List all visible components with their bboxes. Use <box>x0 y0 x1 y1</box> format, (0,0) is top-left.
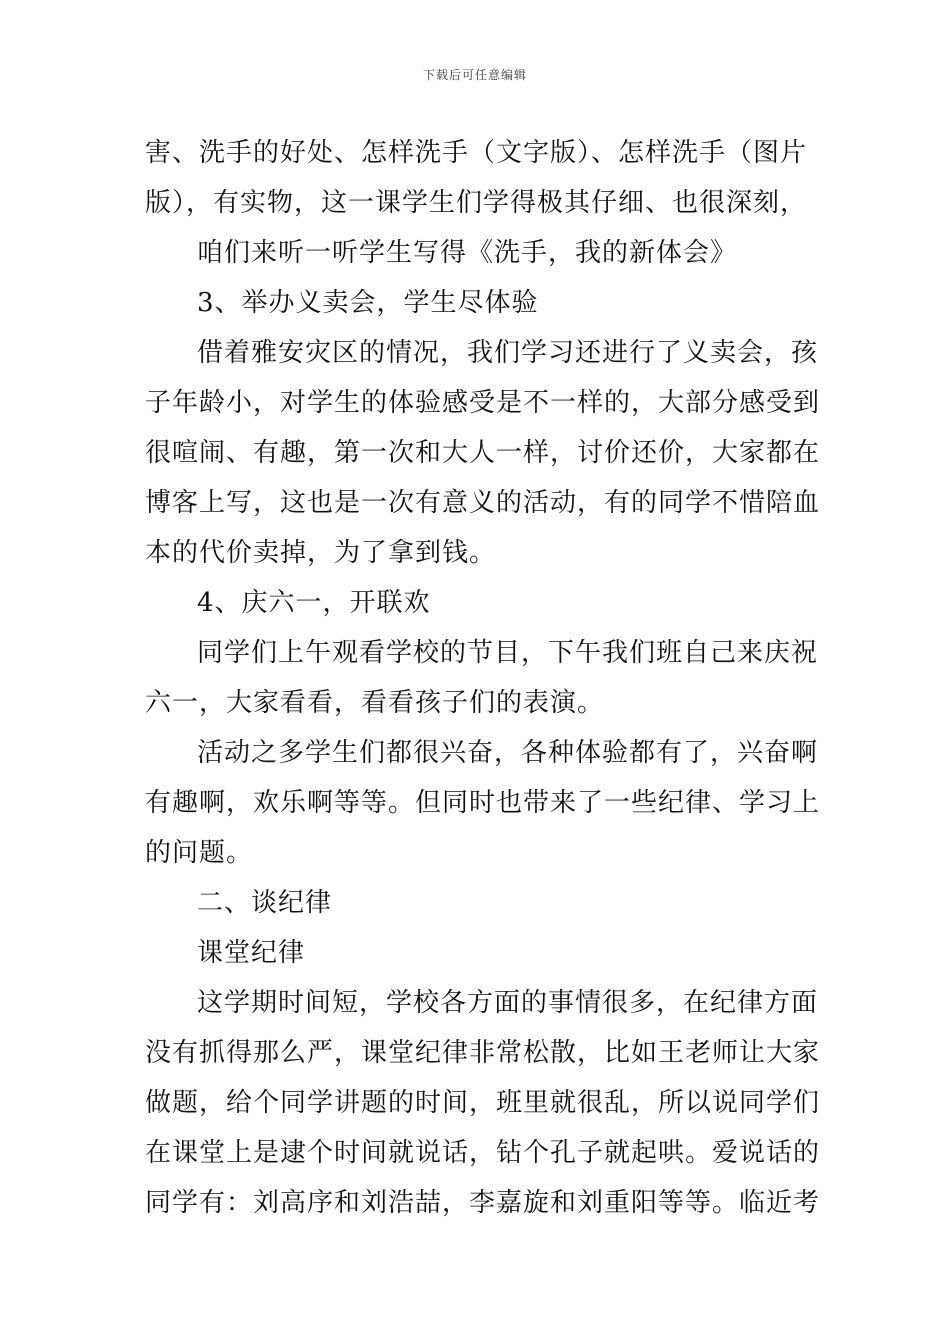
text-line: 借着雅安灾区的情况，我们学习还进行了义卖会，孩 <box>197 338 819 368</box>
text-line: 的问题。 <box>145 838 254 868</box>
text-line: 本的代价卖掉，为了拿到钱。 <box>145 538 497 568</box>
text-line: 六一，大家看看，看看孩子们的表演。 <box>145 688 605 718</box>
subsection-heading: 课堂纪律 <box>197 938 306 968</box>
text-line: 很喧闹、有趣，第一次和大人一样，讨价还价，大家都在 <box>145 438 821 468</box>
text-line: 同学们上午观看学校的节目，下午我们班自己来庆祝 <box>197 638 819 668</box>
document-body <box>145 128 821 1228</box>
text-line: 在课堂上是逮个时间就说话，钻个孔子就起哄。爱说话的 <box>145 1138 821 1168</box>
section-heading: 3、举办义卖会，学生尽体验 <box>197 288 539 318</box>
section-heading: 二、谈纪律 <box>197 888 333 918</box>
page-header-note: 下载后可任意编辑 <box>422 68 527 82</box>
text-line: 子年龄小，对学生的体验感受是不一样的，大部分感受到 <box>145 388 821 418</box>
text-line: 做题，给个同学讲题的时间，班里就很乱，所以说同学们 <box>145 1088 821 1118</box>
text-line: 博客上写，这也是一次有意义的活动，有的同学不惜陪血 <box>145 488 821 518</box>
text-line: 版），有实物，这一课学生们学得极其仔细、也很深刻， <box>145 188 808 218</box>
section-heading: 4、庆六一，开联欢 <box>197 588 431 618</box>
text-line: 活动之多学生们都很兴奋，各种体验都有了，兴奋啊 <box>197 738 819 768</box>
text-line: 没有抓得那么严，课堂纪律非常松散，比如王老师让大家 <box>145 1038 821 1068</box>
text-line: 这学期时间短，学校各方面的事情很多，在纪律方面 <box>197 988 819 1018</box>
text-line: 害、洗手的好处、怎样洗手（文字版）、怎样洗手（图片 <box>145 138 808 168</box>
text-line: 同学有：刘高序和刘浩喆，李嘉旋和刘重阳等等。临近考 <box>145 1188 821 1218</box>
text-line: 咱们来听一听学生写得《洗手，我的新体会》 <box>197 238 738 268</box>
text-line: 有趣啊，欢乐啊等等。但同时也带来了一些纪律、学习上 <box>145 788 821 818</box>
